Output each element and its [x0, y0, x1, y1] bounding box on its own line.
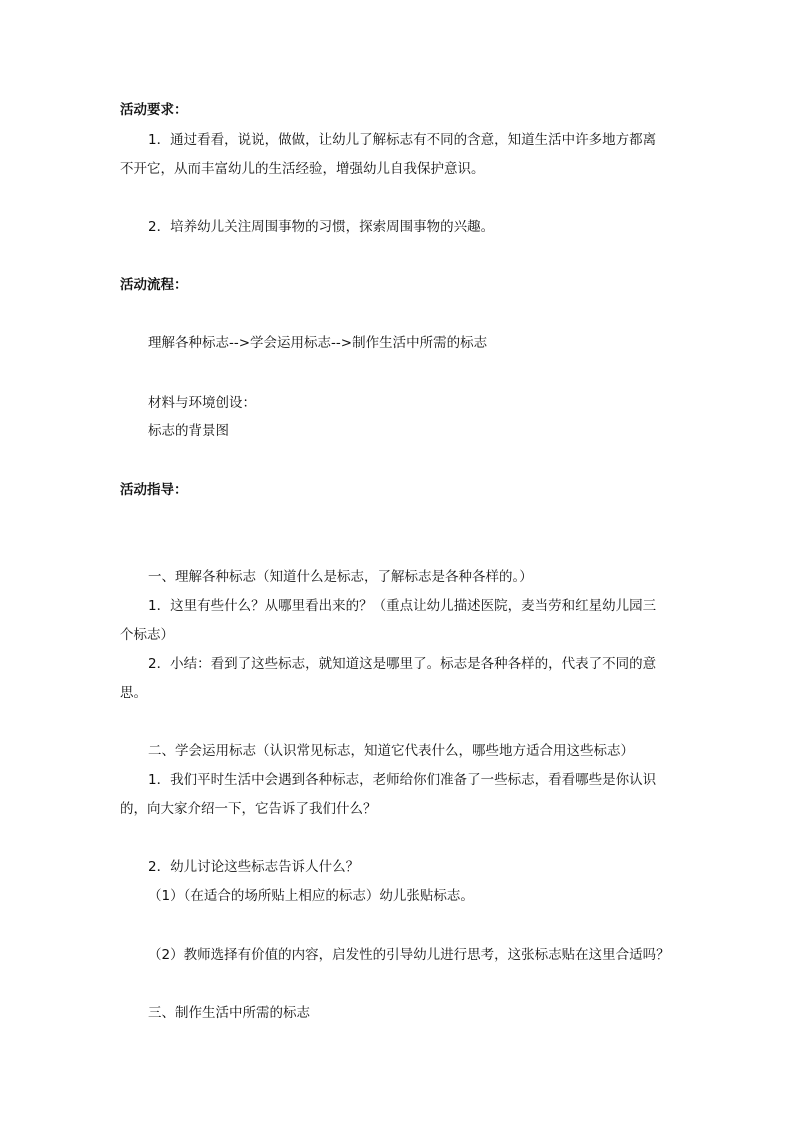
guidance-heading: 活动指导： — [120, 482, 188, 498]
section-2-question-1-line-2: 的，向大家介绍一下，它告诉了我们什么？ — [120, 801, 377, 817]
section-1-question-2-line-2: 思。 — [120, 685, 147, 701]
requirement-1-line-2: 不开它，从而丰富幼儿的生活经验，增强幼儿自我保护意识。 — [120, 161, 485, 177]
section-1-title: 一、理解各种标志（知道什么是标志，了解标志是各种各样的。） — [148, 569, 533, 585]
materials-value: 标志的背景图 — [148, 423, 229, 439]
section-1-question-2-line-1: 2．小结：看到了这些标志，就知道这是哪里了。标志是各种各样的，代表了不同的意 — [148, 656, 657, 672]
section-2-question-2: 2．幼儿讨论这些标志告诉人什么？ — [148, 859, 360, 875]
requirement-2: 2．培养幼儿关注周围事物的习惯，探索周围事物的兴趣。 — [148, 219, 495, 235]
flow-text: 理解各种标志-->学会运用标志-->制作生活中所需的标志 — [148, 335, 488, 351]
section-2-title: 二、学会运用标志（认识常见标志，知道它代表什么，哪些地方适合用这些标志） — [148, 743, 634, 759]
section-1-question-1-line-2: 个标志） — [120, 627, 174, 643]
section-2-sub-2: （2）教师选择有价值的内容，启发性的引导幼儿进行思考，这张标志贴在这里合适吗？ — [148, 947, 670, 963]
section-2-sub-1: （1）（在适合的场所贴上相应的标志）幼儿张贴标志。 — [148, 888, 474, 904]
section-2-question-1-line-1: 1．我们平时生活中会遇到各种标志，老师给你们准备了一些标志，看看哪些是你认识 — [148, 772, 657, 788]
materials-label: 材料与环境创设： — [148, 395, 256, 411]
flow-heading: 活动流程： — [120, 277, 188, 293]
requirement-1-line-1: 1．通过看看，说说，做做，让幼儿了解标志有不同的含意，知道生活中许多地方都离 — [148, 132, 657, 148]
section-1-question-1-line-1: 1．这里有些什么？从哪里看出来的？（重点让幼儿描述医院，麦当劳和红星幼儿园三 — [148, 598, 657, 614]
section-3-title: 三、制作生活中所需的标志 — [148, 1005, 310, 1021]
requirements-heading: 活动要求： — [120, 102, 188, 118]
